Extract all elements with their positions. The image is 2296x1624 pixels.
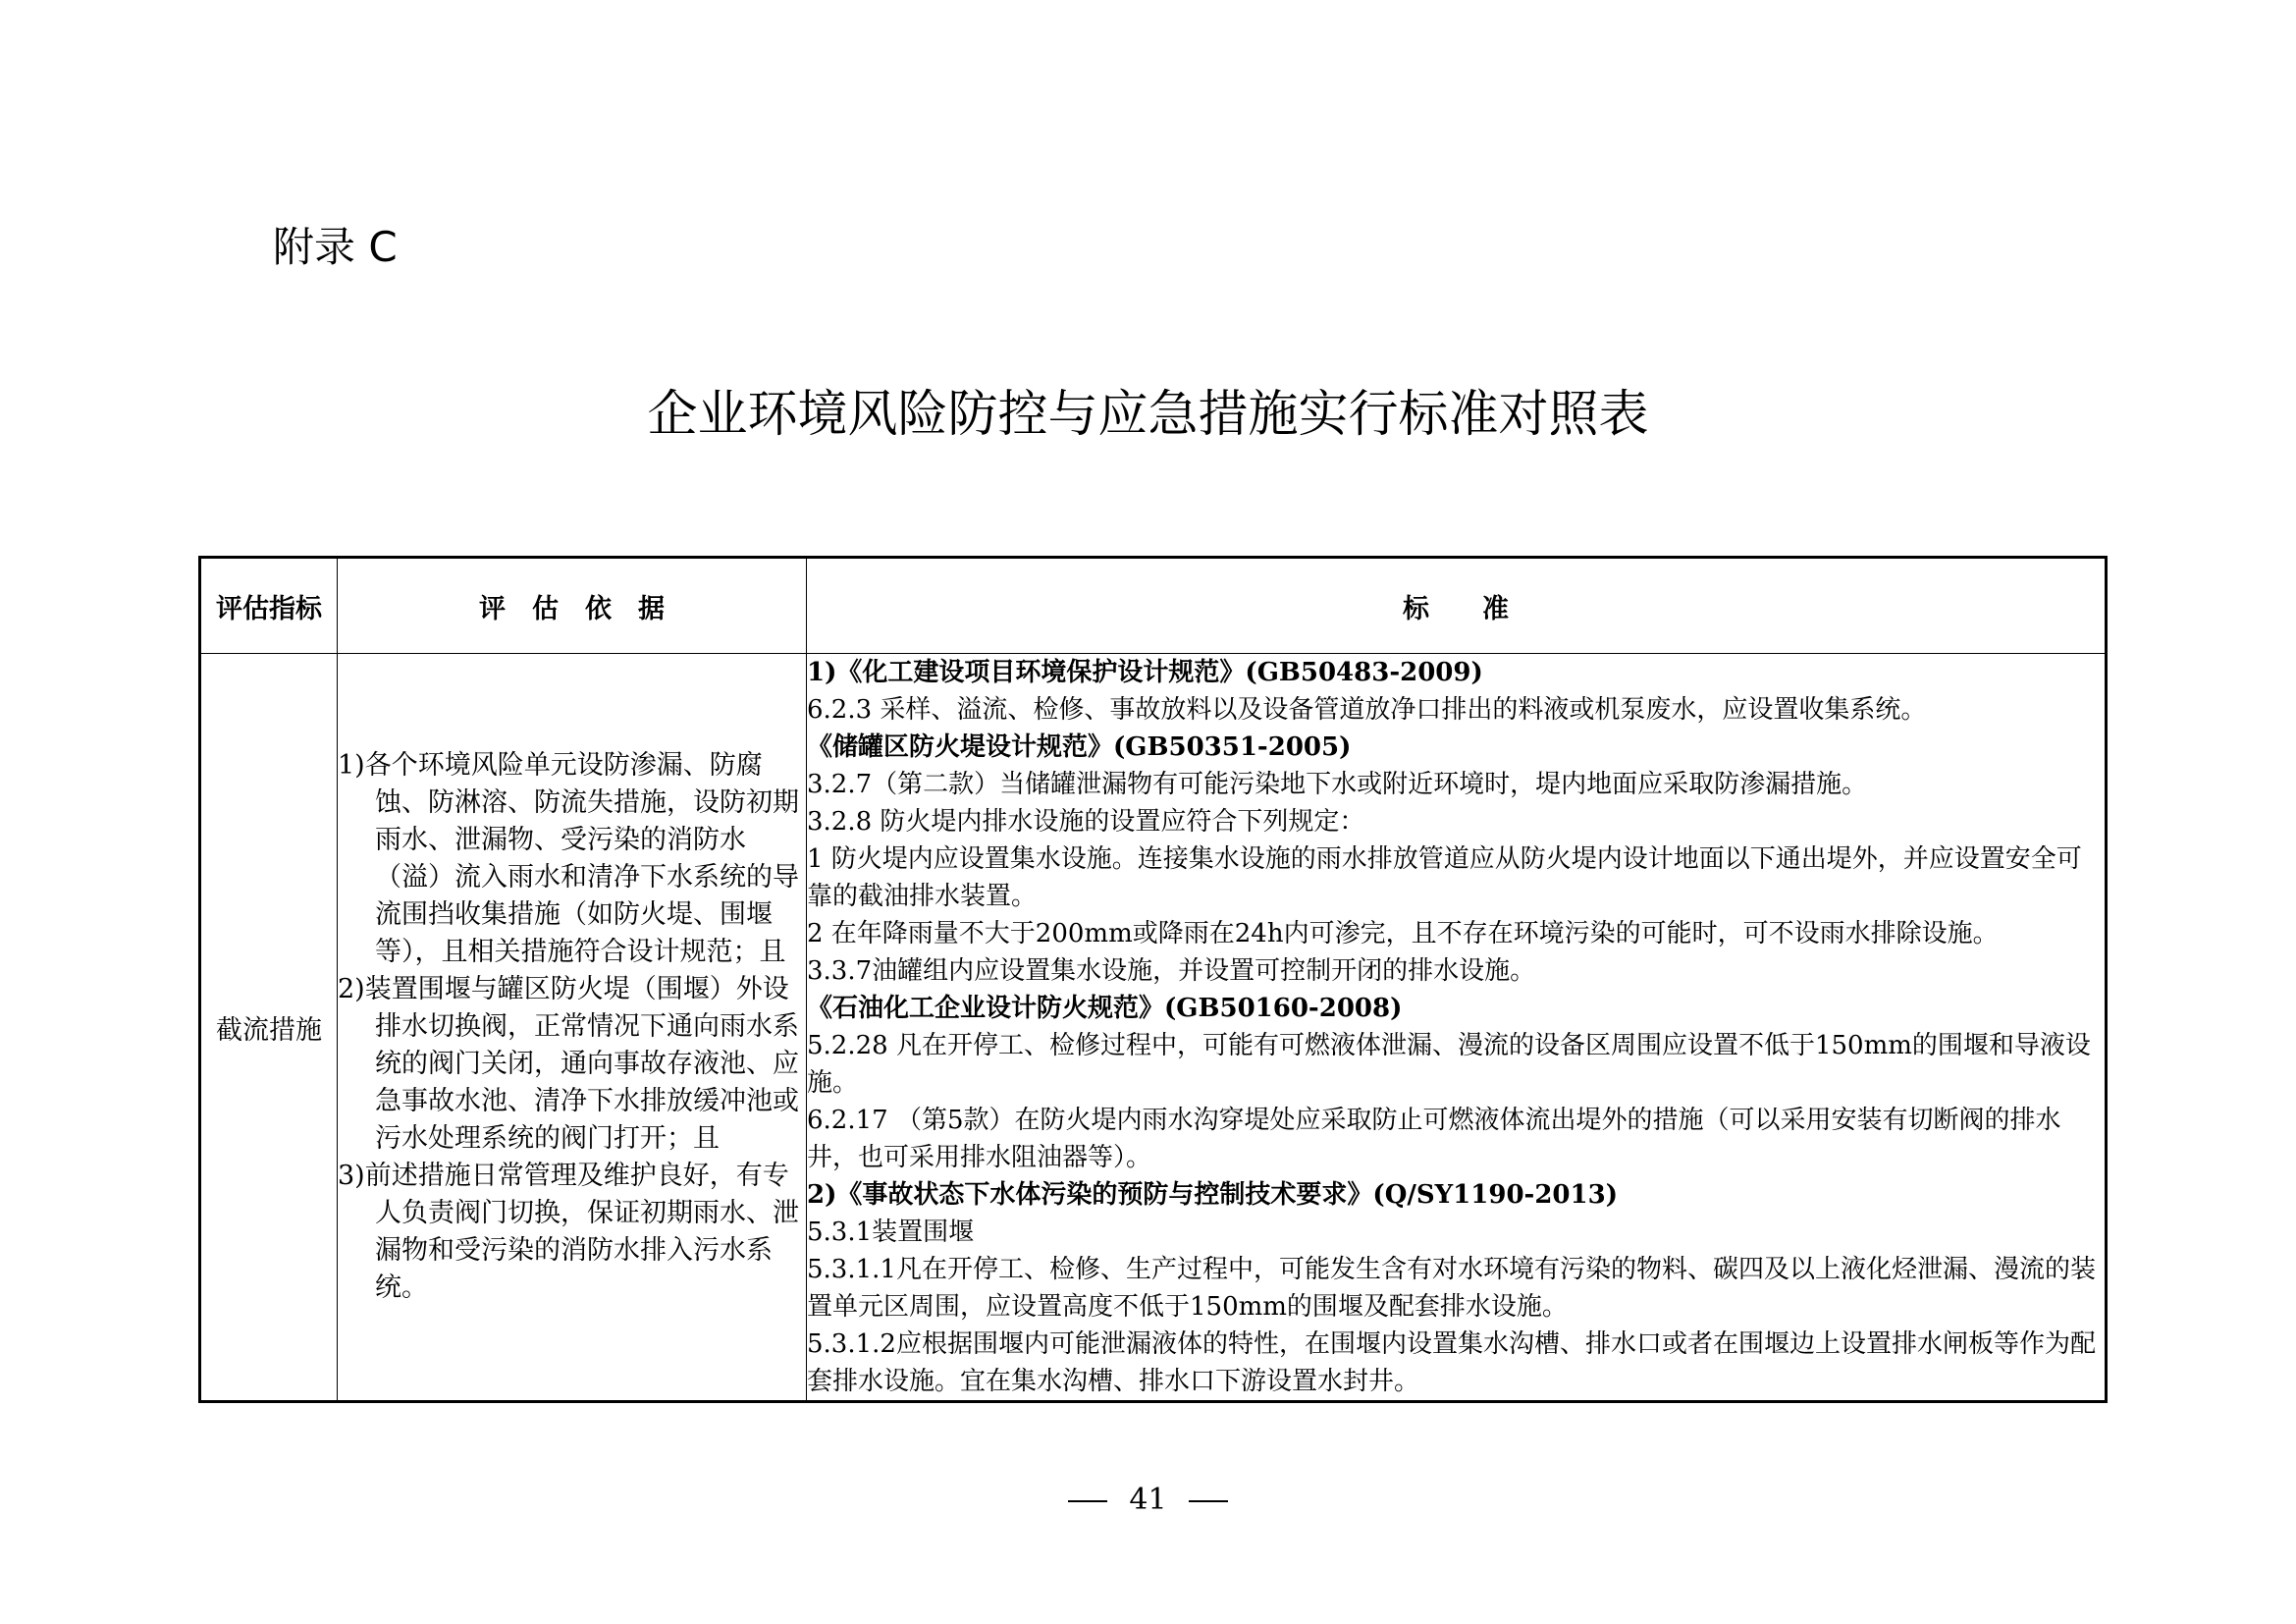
standard-line: 1 防火堤内应设置集水设施。连接集水设施的雨水排放管道应从防火堤内设计地面以下通出堤外，并应设置安全可靠的截油排水装置。: [807, 844, 2082, 911]
table-row: [200, 654, 2107, 1402]
standard-line: 5.3.1.1凡在开停工、检修、生产过程中，可能发生含有对水环境有污染的物料、碳四及以上液化烃泄漏、漫流的装置单元区周围，应设置高度不低于150mm的围堰及配套排水设施。: [807, 1255, 2096, 1322]
standard-line: 3.2.8 防火堤内排水设施的设置应符合下列规定：: [807, 807, 1365, 837]
basis-item: 1)各个环境风险单元设防渗漏、防腐蚀、防淋溶、防流失措施，设防初期雨水、泄漏物、受污染的消防水（溢）流入雨水和清净下水系统的导流围挡收集措施（如防火堤、围堰等），且相关措施符合设计规范；且: [338, 750, 799, 967]
standard-line: 3.3.7油罐组内应设置集水设施，并设置可控制开闭的排水设施。: [807, 956, 1536, 986]
standards-table: [198, 556, 2108, 1403]
standard-line: 5.2.28 凡在开停工、检修过程中，可能有可燃液体泄漏、漫流的设备区周围应设置不低于150mm的围堰和导液设施。: [807, 1031, 2091, 1098]
header-indicator: 评估指标: [200, 558, 338, 654]
page-number-dash-right: [1189, 1500, 1228, 1502]
page-number: [0, 1481, 2296, 1520]
basis-cell: [338, 654, 807, 1402]
standard-line: 《储罐区防火堤设计规范》(GB50351-2005): [807, 732, 1352, 762]
standard-line: 5.3.1装置围堰: [807, 1218, 975, 1247]
standard-line: 《石油化工企业设计防火规范》(GB50160-2008): [807, 994, 1403, 1023]
basis-item: 2)装置围堰与罐区防火堤（围堰）外设排水切换阀，正常情况下通向雨水系统的阀门关闭，通向事故存液池、应急事故水池、清净下水排放缓冲池或污水处理系统的阀门打开；且: [338, 974, 799, 1154]
standard-line: 2)《事故状态下水体污染的预防与控制技术要求》(Q/SY1190-2013): [807, 1180, 1618, 1210]
header-standard: 标 准: [807, 558, 2107, 654]
basis-item: 3)前述措施日常管理及维护良好，有专人负责阀门切换，保证初期雨水、泄漏物和受污染的消防水排入污水系统。: [338, 1161, 799, 1303]
appendix-label: 附录 C: [273, 223, 398, 271]
header-basis: 评 估 依 据: [338, 558, 807, 654]
standard-line: 6.2.3 采样、溢流、检修、事故放料以及设备管道放净口排出的料液或机泵废水，应设置收集系统。: [807, 695, 1927, 725]
page-number-value: 41: [1129, 1483, 1167, 1517]
standard-line: 1)《化工建设项目环境保护设计规范》(GB50483-2009): [807, 658, 1483, 687]
standard-line: 6.2.17 （第5款）在防火堤内雨水沟穿堤处应采取防止可燃液体流出堤外的措施（可以采用安装有切断阀的排水井，也可采用排水阻油器等）。: [807, 1106, 2061, 1172]
page-number-dash-left: [1068, 1500, 1107, 1502]
standard-line: 5.3.1.2应根据围堰内可能泄漏液体的特性，在围堰内设置集水沟槽、排水口或者在围堰边上设置排水闸板等作为配套排水设施。宜在集水沟槽、排水口下游设置水封井。: [807, 1329, 2096, 1396]
standard-line: 3.2.7（第二款）当储罐泄漏物有可能污染地下水或附近环境时，堤内地面应采取防渗漏措施。: [807, 770, 1868, 799]
indicator-cell: 截流措施: [200, 654, 338, 1402]
standard-line: 2 在年降雨量不大于200mm或降雨在24h内可渗完，且不存在环境污染的可能时，可不设雨水排除设施。: [807, 919, 1999, 948]
table-header-row: [200, 558, 2107, 654]
page-title: 企业环境风险防控与应急措施实行标准对照表: [647, 386, 1649, 444]
standard-cell: [807, 654, 2107, 1402]
